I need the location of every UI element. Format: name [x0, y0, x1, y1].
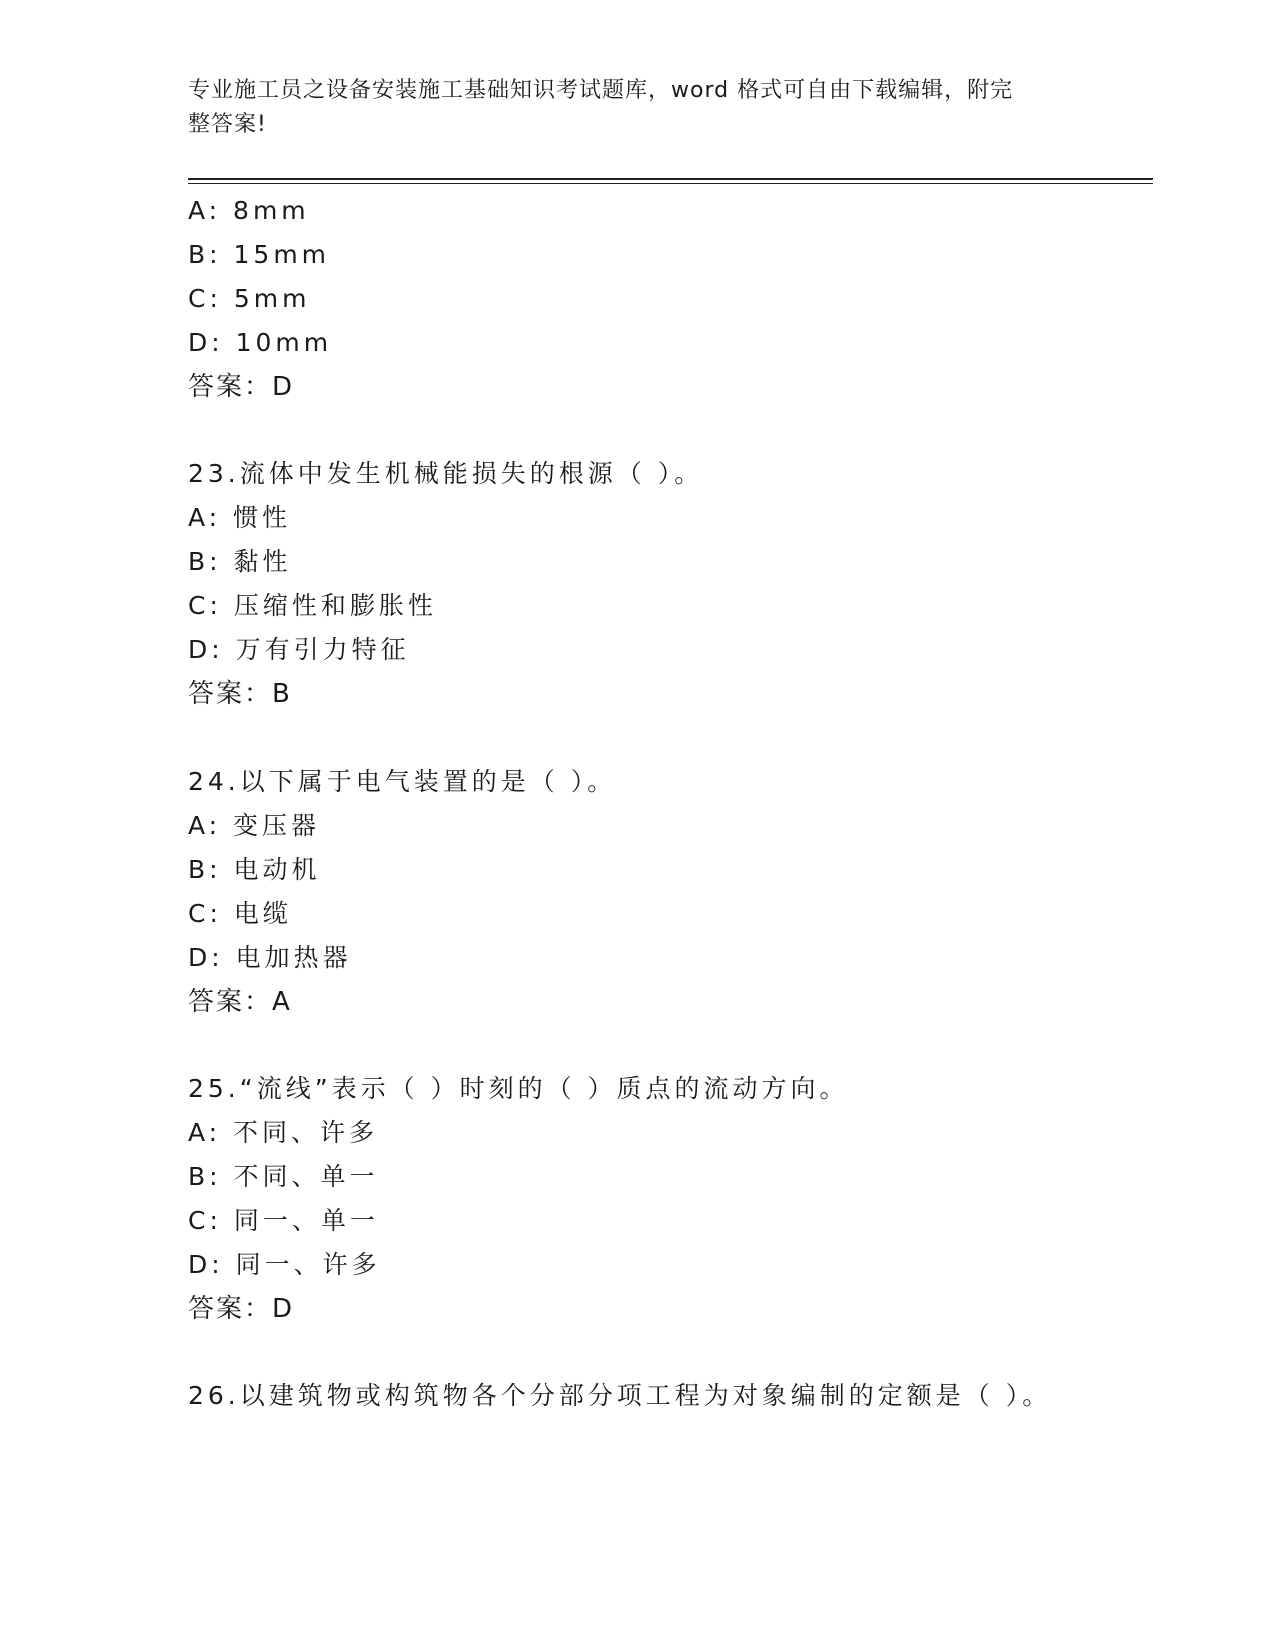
- q25-question: 25.“流线”表示（ ）时刻的（ ）质点的流动方向。: [188, 1074, 849, 1103]
- q23-option-d: D: 万有引力特征: [188, 635, 410, 664]
- document-header: [188, 74, 1068, 142]
- header-line-2: 整答案!: [188, 112, 267, 137]
- header-line-1: 专业施工员之设备安装施工基础知识考试题库，word 格式可自由下载编辑，附完: [188, 78, 1014, 103]
- q25-option-d: D: 同一、许多: [188, 1250, 381, 1279]
- header-divider-thin: [188, 183, 1153, 184]
- q26-question: 26.以建筑物或构筑物各个分部分项工程为对象编制的定额是（ ）。: [188, 1381, 1052, 1410]
- q24-option-d: D: 电加热器: [188, 943, 352, 972]
- header-divider-thick: [188, 178, 1153, 180]
- q23-question: 23.流体中发生机械能损失的根源（ ）。: [188, 459, 704, 488]
- q24-option-b: B: 电动机: [188, 855, 321, 884]
- q23-option-a: A: 惯性: [188, 503, 292, 532]
- q24-option-c: C: 电缆: [188, 899, 292, 928]
- q24-question: 24.以下属于电气装置的是（ ）。: [188, 767, 617, 796]
- q25-option-b: B: 不同、单一: [188, 1162, 379, 1191]
- q23-option-c: C: 压缩性和膨胀性: [188, 591, 437, 620]
- q25-answer: 答案：D: [188, 1294, 295, 1324]
- q22-answer: 答案：D: [188, 372, 295, 402]
- q25-option-c: C: 同一、单一: [188, 1206, 379, 1235]
- q24-option-a: A: 变压器: [188, 811, 321, 840]
- q24-answer: 答案：A: [188, 987, 292, 1017]
- q25-option-a: A: 不同、许多: [188, 1118, 379, 1147]
- q23-answer: 答案：B: [188, 679, 292, 709]
- q22-option-a: A: 8mm: [188, 196, 310, 225]
- q23-option-b: B: 黏性: [188, 547, 292, 576]
- q22-option-d: D: 10mm: [188, 328, 333, 357]
- q22-option-b: B: 15mm: [188, 240, 331, 269]
- q22-option-c: C: 5mm: [188, 284, 311, 313]
